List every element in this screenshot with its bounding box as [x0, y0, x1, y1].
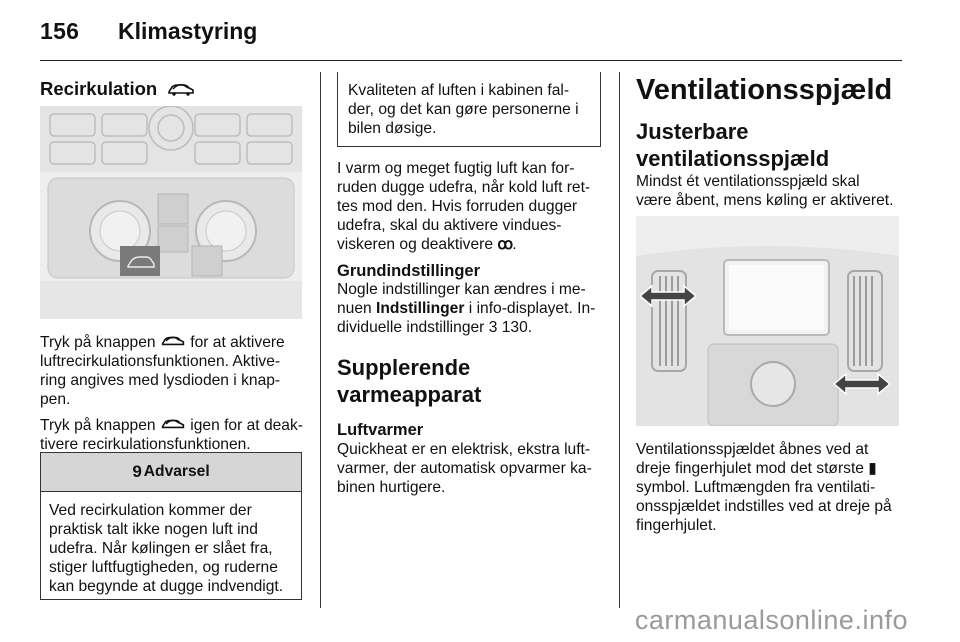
heater-line: varmer, der automatisk opvarmer ka-: [337, 460, 592, 477]
vents-intro: [636, 172, 906, 210]
note-line: der, og det kan gøre personerne i: [348, 101, 579, 118]
instruction-line-4: pen.: [40, 391, 71, 408]
instruction-line-6: tivere recirkulationsfunktionen.: [40, 436, 251, 453]
fog-paragraph: [337, 159, 609, 254]
note-line: bilen døsige.: [348, 120, 437, 137]
warning-line: praktisk talt ikke nogen luft ind: [49, 521, 258, 538]
basic-settings-text: [337, 280, 609, 337]
column-divider-1: [320, 72, 321, 608]
instruction-line-1: Tryk på knappen for at aktivere: [40, 334, 285, 351]
climate-panel-photo: [40, 106, 302, 319]
vent-line: dreje fingerhjulet mod det største ▮: [636, 460, 877, 477]
instruction-line-5: Tryk på knappen igen for at deak-: [40, 417, 303, 434]
heading-line: varmeapparat: [337, 382, 482, 407]
heading-line: ventilationsspjæld: [636, 146, 830, 171]
basic-settings-heading: Grundindstillinger: [337, 262, 480, 280]
recirculation-icon: [166, 81, 196, 97]
heater-line: Quickheat er en elektrisk, ekstra luft-: [337, 441, 591, 458]
largest-airflow-icon: ▮: [868, 460, 877, 477]
defrost-icon: ꝏ: [497, 236, 513, 253]
vents-instructions: [636, 440, 906, 535]
watermark: carmanualsonline.info: [634, 605, 908, 635]
warning-symbol-icon: 9: [132, 462, 142, 481]
vent-line: symbol. Luftmængden fra ventilati-: [636, 479, 876, 496]
heater-line: binen hurtigere.: [337, 479, 446, 496]
settings-line: Nogle indstillinger kan ændres i me-: [337, 281, 586, 298]
warning-line: Ved recirkulation kommer der: [49, 502, 252, 519]
instruction-line-2: luftrecirkulationsfunktionen. Aktive-: [40, 353, 281, 370]
adjustable-vents-heading: [636, 118, 829, 172]
note-box: [337, 72, 601, 147]
page-number: 156: [40, 18, 80, 44]
warning-text: [41, 492, 301, 596]
warning-line: kan begynde at dugge indvendigt.: [49, 578, 284, 595]
intro-line: Mindst ét ventilationsspjæld skal: [636, 173, 860, 190]
header-rule: [40, 60, 902, 61]
column-divider-2: [619, 72, 620, 608]
vents-illustration: [636, 216, 899, 426]
fog-line: udefra, skal du aktivere vindues-: [337, 217, 562, 234]
heading-line: Supplerende: [337, 355, 471, 380]
supplementary-heater-heading: [337, 354, 481, 408]
warning-line: udefra. Når kølingen er slået fra,: [49, 540, 273, 557]
intro-line: være åbent, mens køling er aktiveret.: [636, 192, 894, 209]
vents-photo: [636, 216, 899, 426]
recirculation-icon: [160, 417, 186, 431]
air-heater-heading: Luftvarmer: [337, 421, 424, 439]
fog-line: I varm og meget fugtig luft kan for-: [337, 160, 575, 177]
warning-line: stiger luftfugtigheden, og ruderne: [49, 559, 278, 576]
warning-box: [40, 452, 302, 600]
page-ref-icon: 3: [488, 319, 498, 336]
ventilation-title: Ventilationsspjæld: [636, 74, 893, 106]
heading-line: Justerbare: [636, 119, 749, 144]
climate-panel-illustration: [40, 106, 302, 319]
page-title: Klimastyring: [118, 18, 258, 44]
fog-line: ruden dugge udefra, når kold luft ret-: [337, 179, 591, 196]
recirculation-icon: [160, 334, 186, 348]
vent-line: Ventilationsspjældet åbnes ved at: [636, 441, 869, 458]
note-line: Kvaliteten af luften i kabinen fal-: [348, 82, 570, 99]
settings-line: dividuelle indstillinger 3 130.: [337, 319, 533, 336]
vent-line: fingerhjulet.: [636, 517, 717, 534]
fog-line: viskeren og deaktivere ꝏ.: [337, 236, 517, 253]
air-heater-text: [337, 440, 609, 497]
instruction-line-3: ring angives med lysdioden i knap-: [40, 372, 281, 389]
warning-header: [41, 453, 301, 492]
settings-line: nuen Indstillinger i info-displayet. In-: [337, 300, 596, 317]
fog-line: tes mod den. Hvis forruden dugger: [337, 198, 578, 215]
settings-menu-name: Indstillinger: [376, 300, 465, 317]
warning-title: Advarsel: [143, 463, 210, 480]
recirculation-heading: Recirkulation: [40, 78, 196, 100]
recirculation-instructions: [40, 333, 312, 454]
vent-line: onsspjældet indstilles ved at dreje på: [636, 498, 892, 515]
